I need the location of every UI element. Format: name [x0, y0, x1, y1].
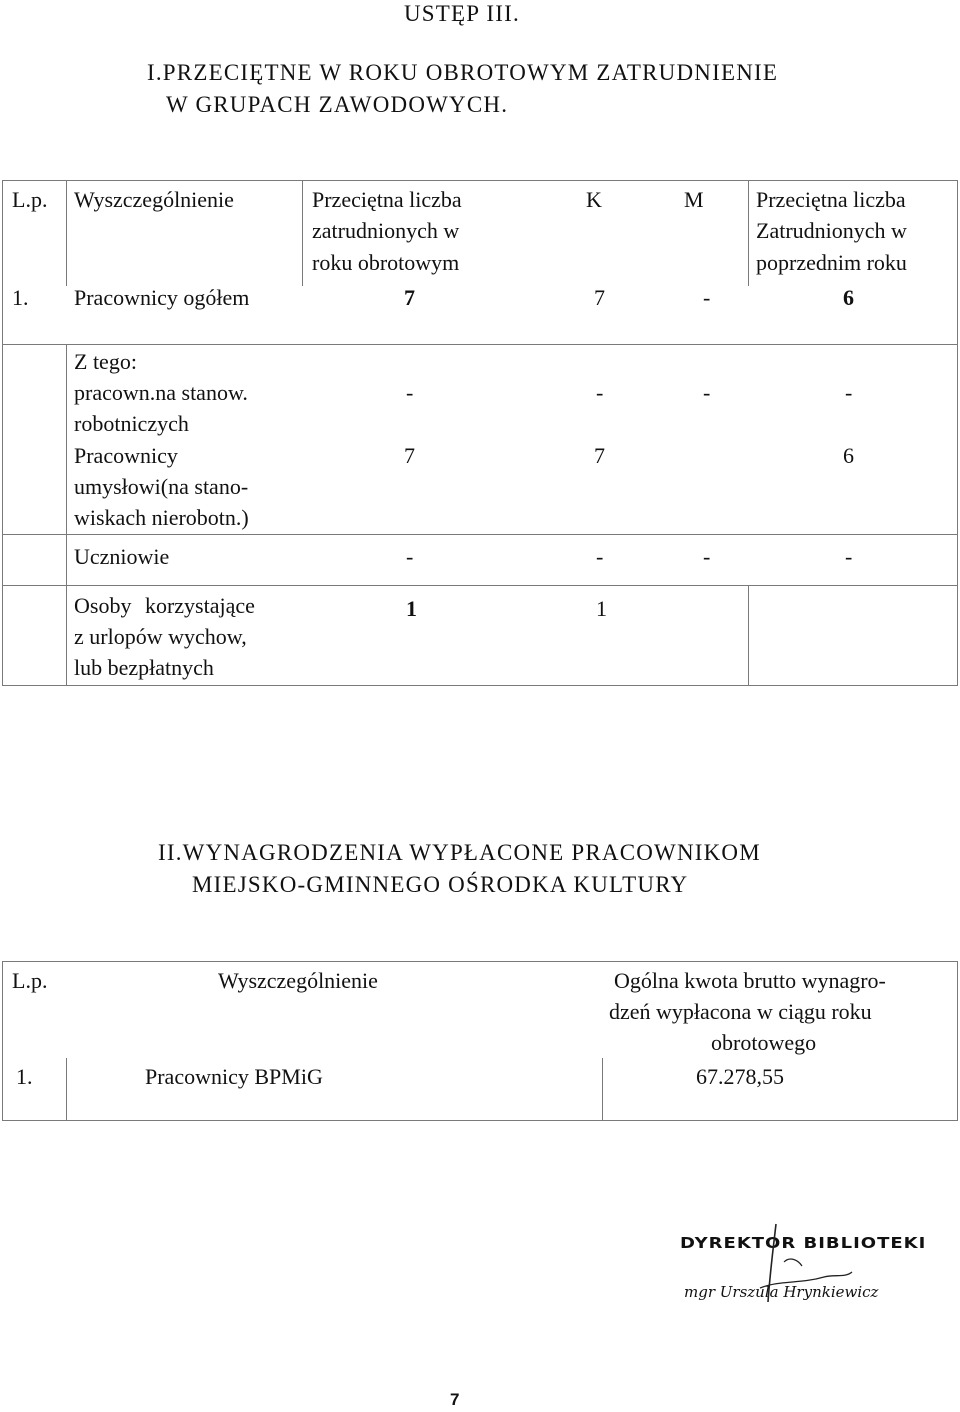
- table1-col-divider: [748, 586, 749, 686]
- row-total-k: 7: [594, 285, 605, 310]
- row-robotnicze-przecietna: -: [406, 380, 414, 405]
- table2-right-border: [957, 961, 958, 1121]
- col-header-poprzedni: Przeciętna liczba: [756, 187, 906, 212]
- row-umyslowi-przecietna: 7: [404, 443, 415, 468]
- row-umyslowi-k: 7: [594, 443, 605, 468]
- row-total-m: -: [703, 285, 711, 310]
- row-robotnicze-label: pracown.na stanow.: [74, 380, 248, 405]
- row-umyslowi-label: umysłowi(na stano-: [74, 474, 249, 499]
- table1-col-divider: [748, 180, 749, 286]
- row-uczniowie-k: -: [596, 544, 604, 569]
- col-header-wyszczegolnienie: Wyszczególnienie: [74, 187, 234, 212]
- stamp-name: mgr Urszula Hrynkiewicz: [684, 1283, 879, 1301]
- row-urlopy-label: Osoby korzystające: [74, 593, 255, 618]
- table1-right-border: [957, 180, 958, 686]
- row-urlopy-przecietna: 1: [406, 596, 417, 621]
- row-umyslowi-label: Pracownicy: [74, 443, 178, 468]
- table1-col-divider: [66, 180, 67, 286]
- row-robotnicze-poprzedni: -: [845, 380, 853, 405]
- table1-row-divider: [2, 534, 958, 535]
- row-umyslowi-label: wiskach nierobotn.): [74, 505, 249, 530]
- row-total-label: Pracownicy ogółem: [74, 285, 250, 310]
- t2-col-header-kwota: obrotowego: [711, 1030, 817, 1055]
- row-urlopy-k: 1: [596, 596, 607, 621]
- col-header-k: K: [586, 187, 602, 212]
- row-total-przecietna: 7: [404, 285, 415, 310]
- t2-row1-kwota: 67.278,55: [696, 1064, 784, 1089]
- page-number: 7: [450, 1390, 460, 1409]
- col-header-przecietna: zatrudnionych w: [312, 218, 460, 243]
- table2-col-divider: [66, 1058, 67, 1121]
- z-tego-label: Z tego:: [74, 349, 137, 374]
- row-uczniowie-poprzedni: -: [845, 544, 853, 569]
- part2-heading-line2: MIEJSKO-GMINNEGO OŚRODKA KULTURY: [192, 872, 689, 897]
- table1-row-divider: [2, 585, 958, 586]
- row-robotnicze-m: -: [703, 380, 711, 405]
- table2-col-divider: [602, 1058, 603, 1121]
- stamp-title: DYREKTOR BIBLIOTEKI: [680, 1234, 927, 1253]
- row-total-poprzedni: 6: [843, 285, 854, 310]
- table1-col-divider: [66, 344, 67, 686]
- row-uczniowie-m: -: [703, 544, 711, 569]
- table1-row-divider: [2, 344, 958, 345]
- t2-col-header-kwota: dzeń wypłacona w ciągu roku: [609, 999, 872, 1024]
- row-urlopy-label: z urlopów wychow,: [74, 624, 247, 649]
- table1-left-border: [2, 180, 3, 686]
- col-header-przecietna: roku obrotowym: [312, 250, 460, 275]
- row-robotnicze-label: robotniczych: [74, 411, 189, 436]
- t2-col-header-lp: L.p.: [12, 968, 48, 993]
- table1-bottom-border: [2, 685, 958, 686]
- table1-top-border: [2, 180, 958, 181]
- col-header-lp: L.p.: [12, 187, 48, 212]
- t2-col-header-wyszczegolnienie: Wyszczególnienie: [218, 968, 378, 993]
- part1-heading-line2: W GRUPACH ZAWODOWYCH.: [166, 92, 509, 117]
- row-uczniowie-label: Uczniowie: [74, 544, 170, 569]
- col-header-m: M: [684, 187, 704, 212]
- t2-row1-lp: 1.: [16, 1064, 33, 1089]
- row-uczniowie-przecietna: -: [406, 544, 414, 569]
- col-header-poprzedni: poprzednim roku: [756, 250, 907, 275]
- col-header-poprzedni: Zatrudnionych w: [756, 218, 907, 243]
- table1-col-divider: [302, 180, 303, 286]
- row-urlopy-label: lub bezpłatnych: [74, 655, 214, 680]
- row-total-lp: 1.: [12, 285, 29, 310]
- table2-left-border: [2, 961, 3, 1121]
- section-title: USTĘP III.: [404, 1, 520, 26]
- col-header-przecietna: Przeciętna liczba: [312, 187, 462, 212]
- part2-heading-line1: II.WYNAGRODZENIA WYPŁACONE PRACOWNIKOM: [158, 840, 761, 865]
- row-robotnicze-k: -: [596, 380, 604, 405]
- row-umyslowi-poprzedni: 6: [843, 443, 854, 468]
- signature-scribble: [740, 1222, 860, 1312]
- table2-bottom-border: [2, 1120, 958, 1121]
- table2-top-border: [2, 961, 958, 962]
- part1-heading-line1: I.PRZECIĘTNE W ROKU OBROTOWYM ZATRUDNIENIE: [147, 60, 779, 85]
- t2-row1-label: Pracownicy BPMiG: [145, 1064, 323, 1089]
- t2-col-header-kwota: Ogólna kwota brutto wynagro-: [614, 968, 886, 993]
